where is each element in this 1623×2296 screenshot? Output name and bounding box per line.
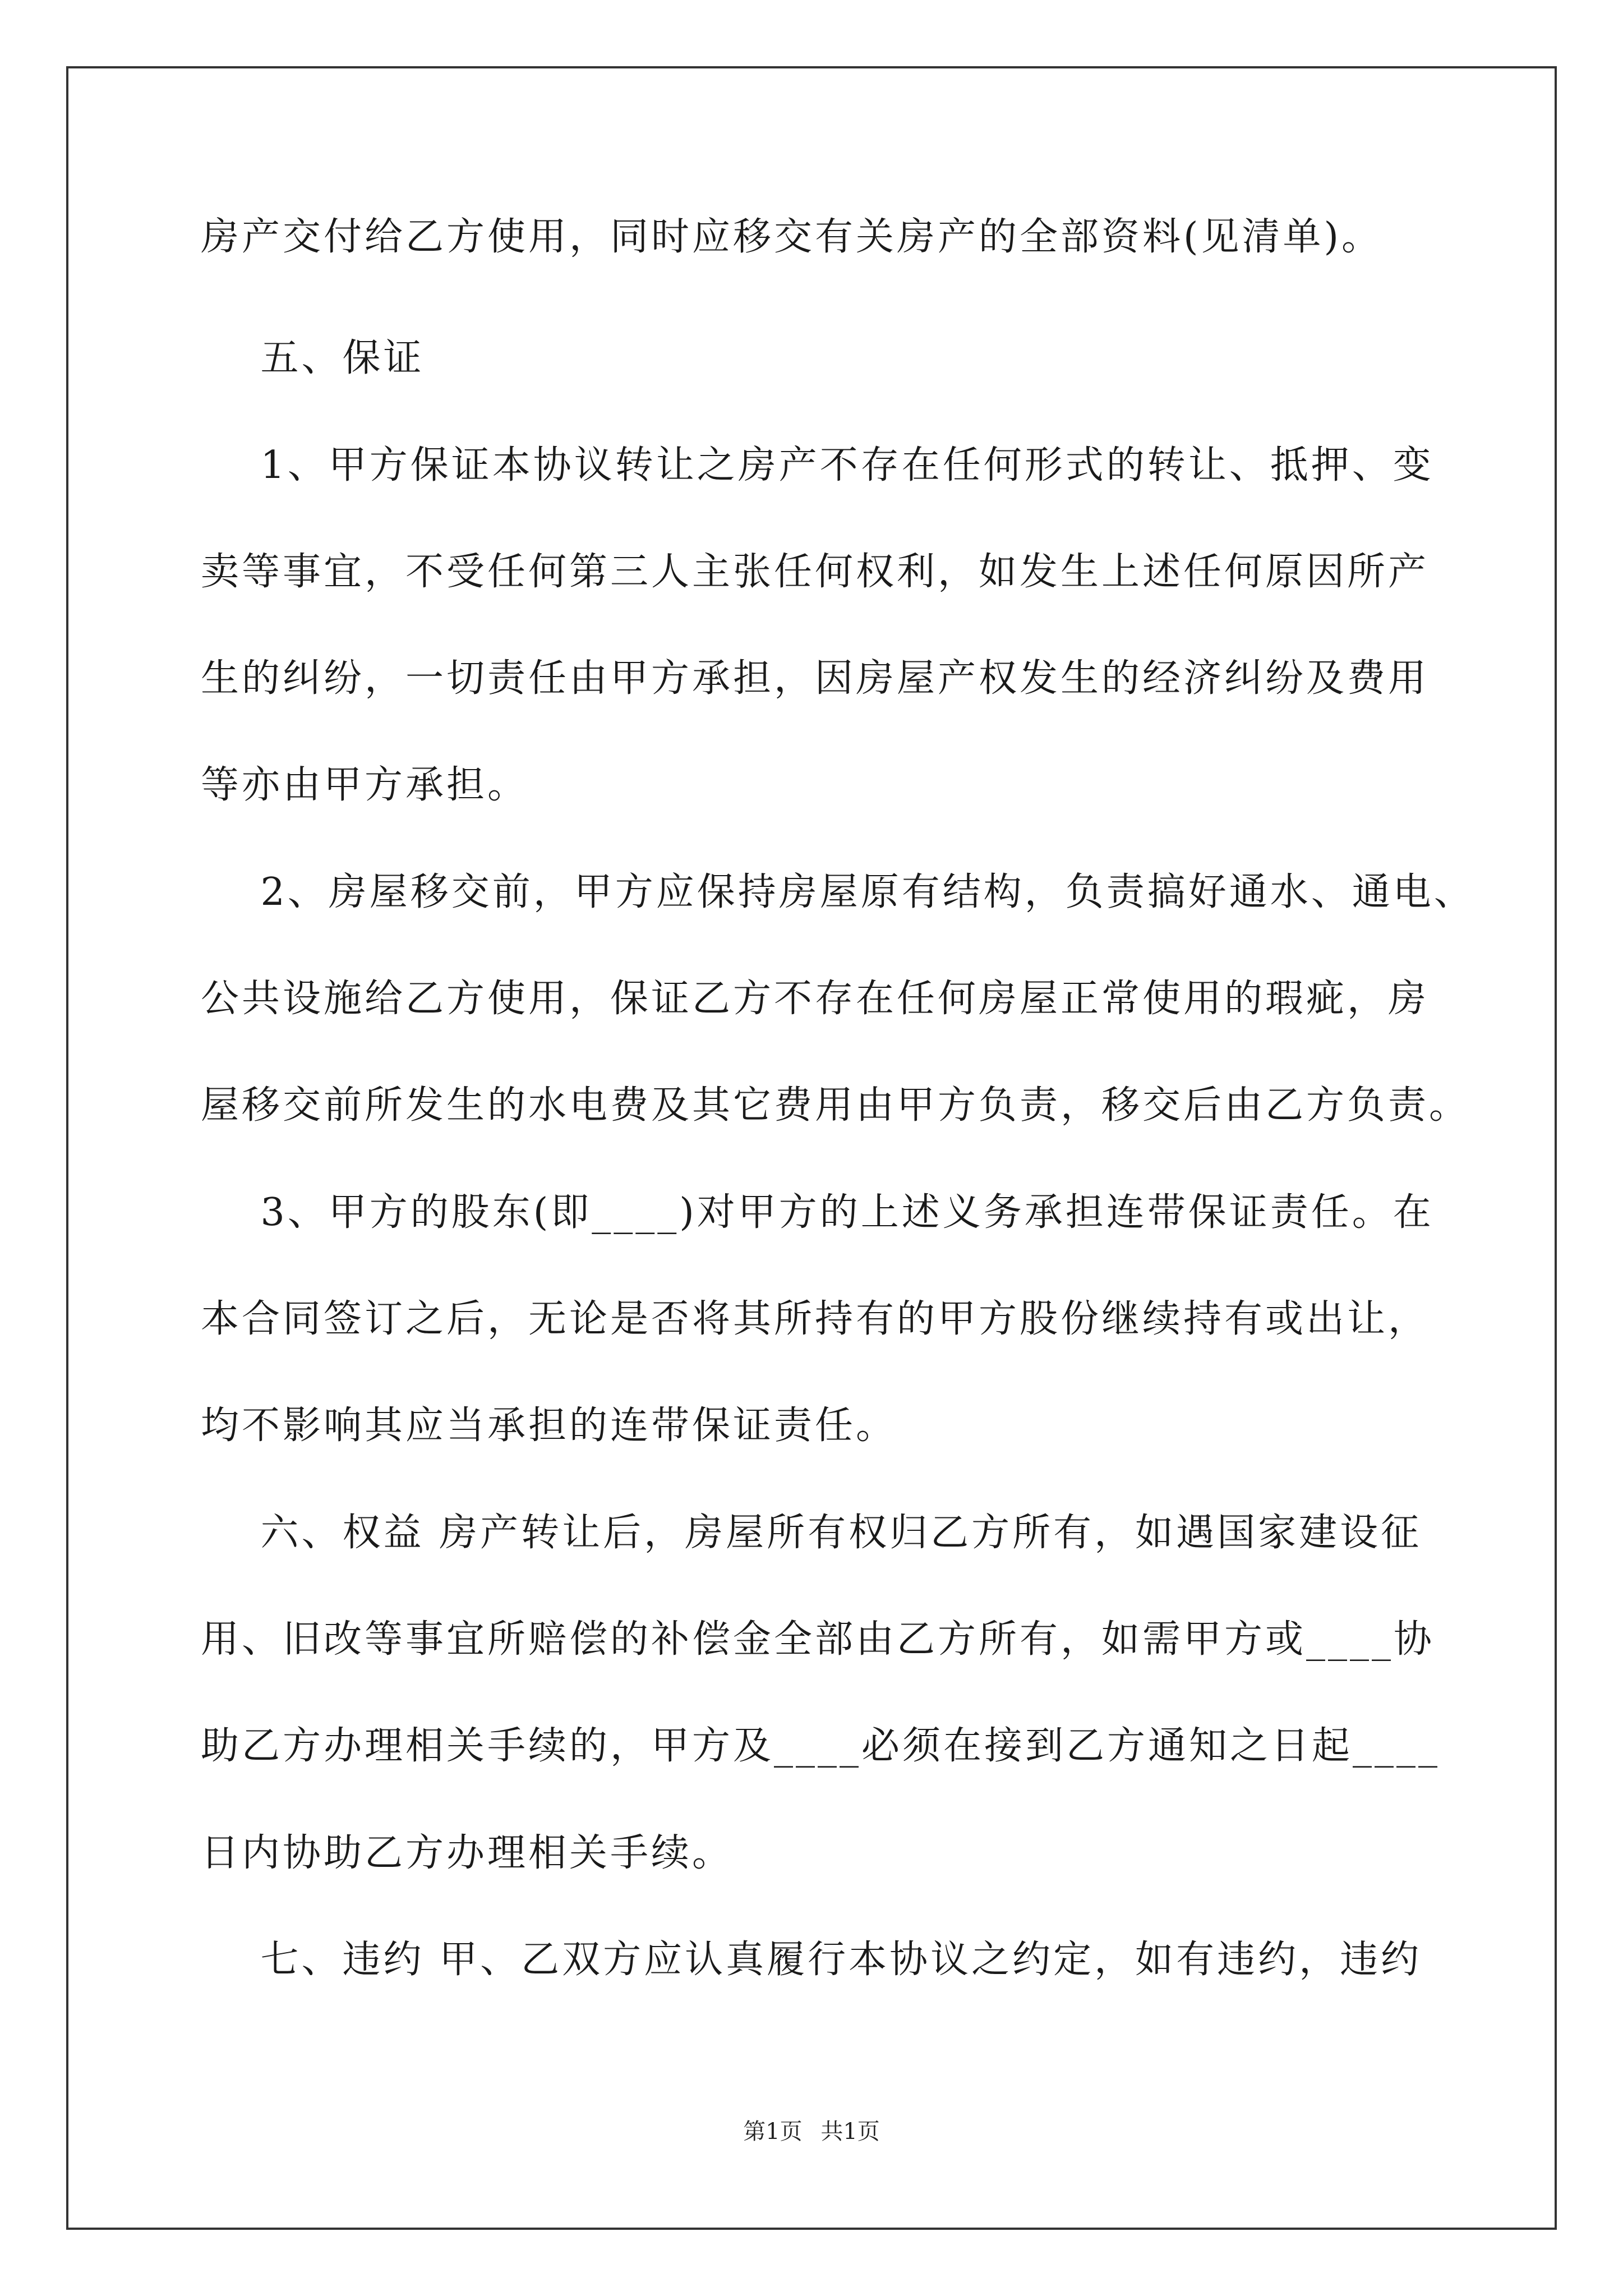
text-line: 均不影响其应当承担的连带保证责任。 [201, 1404, 897, 1448]
text-line: 房产交付给乙方使用，同时应移交有关房产的全部资料(见清单)。 [201, 215, 1383, 259]
text-line: 助乙方办理相关手续的，甲方及____必须在接到乙方通知之日起____ [201, 1724, 1441, 1768]
text-line: 公共设施给乙方使用，保证乙方不存在任何房屋正常使用的瑕疵，房 [201, 977, 1430, 1021]
text-line: 3、甲方的股东(即____)对甲方的上述义务承担连带保证责任。在 [201, 1190, 1434, 1235]
text-line: 2、房屋移交前，甲方应保持房屋原有结构，负责搞好通水、通电、 [201, 870, 1475, 914]
page-total: 共1页 [820, 2119, 880, 2145]
text-line: 1、甲方保证本协议转让之房产不存在任何形式的转让、抵押、变 [201, 443, 1434, 487]
page-footer [0, 2115, 1623, 2148]
text-line: 七、违约 甲、乙双方应认真履行本协议之约定，如有违约，违约 [201, 1938, 1422, 1982]
page-border [66, 66, 1557, 2230]
text-line: 日内协助乙方办理相关手续。 [201, 1831, 734, 1875]
text-line: 本合同签订之后，无论是否将其所持有的甲方股份继续持有或出让， [201, 1297, 1430, 1341]
text-line: 卖等事宜，不受任何第三人主张任何权利，如发生上述任何原因所产 [201, 550, 1430, 594]
text-line: 屋移交前所发生的水电费及其它费用由甲方负责，移交后由乙方负责。 [201, 1083, 1470, 1128]
text-line: 用、旧改等事宜所赔偿的补偿金全部由乙方所有，如需甲方或____协 [201, 1617, 1435, 1662]
section-heading: 五、保证 [201, 336, 425, 380]
text-line: 六、权益 房产转让后，房屋所有权归乙方所有，如遇国家建设征 [201, 1511, 1422, 1555]
text-line: 等亦由甲方承担。 [201, 763, 529, 807]
page-number: 第1页 [743, 2119, 803, 2145]
text-line: 生的纠纷，一切责任由甲方承担，因房屋产权发生的经济纠纷及费用 [201, 656, 1430, 701]
